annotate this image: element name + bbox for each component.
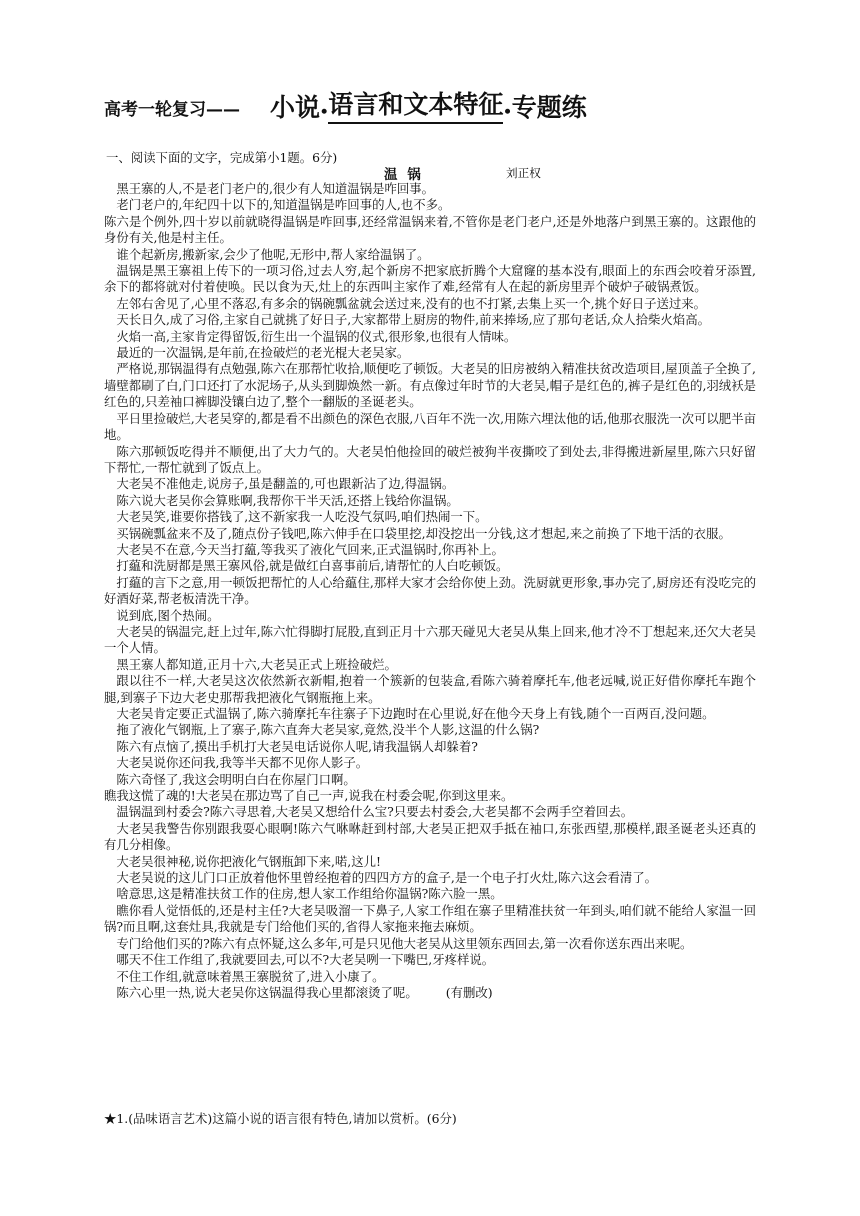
story-paragraph: 大老吴笑,谁要你搭钱了,这不新家我一人吃没气氛吗,咱们热闹一下。 (116, 509, 488, 525)
story-author: 刘正权 (506, 166, 541, 180)
story-paragraph: 温锅温到村委会?陈六寻思着,大老吴又想给什么宝?只要去村委会,大老吴都不会两手空着回去。 (116, 804, 634, 820)
story-paragraph: 啥意思,这是精准扶贫工作的住房,想人家工作组给你温锅?陈六脸一黑。 (116, 886, 503, 902)
story-paragraph (104, 985, 756, 1001)
story-paragraph: 大老吴说的这儿门口正放着他怀里曾经抱着的四四方方的盒子,是一个电子打火灶,陈六这会看清了。 (116, 870, 658, 886)
header-title-part1: 小说 (270, 93, 321, 122)
story-paragraph: 大老吴我警告你别跟我耍心眼啊!陈六气咻咻赶到村部,大老吴正把双手抵在袖口,东张西望,那模样,跟圣诞老头还真的有几分相像。 (104, 820, 756, 853)
story-paragraph: 跟以往不一样,大老吴这次依然新衣新帽,抱着一个簇新的包装盒,看陈六骑着摩托车,他老远喊,说正好借你摩托车跑个腿,到寨子下边大老史那帮我把液化气钢瓶拖上来。 (104, 673, 756, 705)
story-paragraph: 专门给他们买的?陈六有点怀疑,这么多年,可是只见他大老吴从这里领东西回去,第一次看你送东西出来呢。 (116, 935, 693, 951)
story-paragraph: 老门老户的,年纪四十以下的,知道温锅是咋回事的人,也不多。 (116, 197, 451, 213)
story-paragraph: 严格说,那锅温得有点勉强,陈六在那帮忙收拾,顺便吃了顿饭。大老吴的旧房被纳入精准扶贫改造项目,屋顶盖子全换了,墙壁都刷了白,门口还打了水泥场子,从头到脚焕然一新。有点像过年时节的大老吴,帽子是红色的,裤子是红色的,羽绒袄是红色的,只差袖口裤脚没镶白边了,整个一翻版的圣诞老头。 (104, 361, 756, 410)
story-body (104, 181, 756, 1001)
story-paragraph: 打藴的言下之意,用一顿饭把帮忙的人心给藴住,那样大家才会给你使上劲。洗厨就更形象,事办完了,厨房还有没吃完的好酒好菜,帮老板清洗干净。 (104, 574, 756, 607)
story-paragraph: 大老吴不准他走,说房子,虽是翻盖的,可也跟新沾了边,得温锅。 (116, 476, 455, 492)
story-paragraph: 买锅碗瓢盆来不及了,随点份子钱吧,陈六伸手在口袋里挖,却没挖出一分钱,这才想起,来之前换了下地干活的衣服。 (116, 525, 731, 541)
story-paragraph: 左邻右舍见了,心里不落忍,有多余的锅碗瓢盆就会送过来,没有的也不打紧,去集上买一个,挑个好日子送过来。 (116, 295, 707, 311)
story-paragraph: 大老吴很神秘,说你把液化气钢瓶卸下来,喏,这儿! (116, 853, 381, 869)
story-paragraph: 火焰一高,主家肯定得留饭,衍生出一个温锅的仪式,很形象,也很有人情味。 (116, 328, 517, 344)
header-prefix: 高考一轮复习—— (104, 100, 240, 120)
story-paragraph: 天长日久,成了习俗,主家自己就挑了好日子,大家都带上厨房的物件,前来捧场,应了那句老话,众人拾柴火焰高。 (116, 312, 710, 328)
story-paragraph: 平日里捡破烂,大老吴穿的,都是看不出颜色的深色衣服,八百年不洗一次,用陈六埋汰他的话,他那衣服洗一次可以肥半亩地。 (104, 410, 756, 443)
story-title: 温锅 (384, 167, 431, 183)
story-paragraph-text: 陈六心里一热,说大老吴你这锅温得我心里都滚烫了呢。 (116, 984, 418, 1000)
story-paragraph: 最近的一次温锅,是年前,在捡破烂的老光棍大老吴家。 (116, 345, 410, 361)
story-paragraph: 说到底,图个热闹。 (116, 607, 220, 623)
story-paragraph: 黑王寨的人,不是老门老户的,很少有人知道温锅是咋回事。 (116, 181, 435, 196)
reading-instruction: 一、阅读下面的文字，完成第小1题。6分) (106, 150, 338, 165)
story-paragraph: 瞧我这慌了魂的!大老吴在那边骂了自己一声,说我在村委会呢,你到这里来。 (104, 788, 514, 804)
story-paragraph: 大老吴不在意,今天当打藴,等我买了液化气回来,正式温锅时,你再补上。 (116, 541, 504, 557)
header-title-part3: 专题练 (511, 93, 587, 122)
header-title (270, 85, 587, 124)
story-paragraph: 陈六那顿饭吃得并不顺便,出了大力气的。大老吴怕他捡回的破烂被狗半夜撕咬了到处去,非得搬进新屋里,陈六只好留下帮忙,一帮忙就到了饭点上。 (104, 443, 756, 475)
edit-note: (有删改) (445, 984, 493, 1000)
story-paragraph: 大老吴的锅温完,赶上过年,陈六忙得脚打屁股,直到正月十六那天碰见大老吴从集上回来,他才冷不丁想起来,还欠大老吴一个人情。 (104, 623, 756, 656)
story-paragraph: 不住工作组,就意味着黑王寨脱贫了,进入小康了。 (116, 968, 385, 984)
story-paragraph: 黑王寨人都知道,正月十六,大老吴正式上班捡破烂。 (116, 656, 397, 672)
story-paragraph: 大老吴肯定要正式温锅了,陈六骑摩托车往寨子下边跑时在心里说,好在他今天身上有钱,随个一百两百,没问题。 (116, 706, 715, 721)
story-title-row (0, 164, 860, 182)
story-paragraph: 陈六说大老吴你会算账啊,我帮你干半天活,还搭上钱给你温锅。 (116, 492, 459, 508)
story-paragraph: 谁个起新房,搬新家,会少了他呢,无形中,帮人家给温锅了。 (116, 246, 430, 262)
page-header (104, 88, 744, 124)
story-paragraph: 拖了液化气钢瓶,上了寨子,陈六直奔大老吴家,竟然,没半个人影,这温的什么锅? (116, 722, 540, 738)
story-paragraph: 打藴和洗厨都是黑王寨风俗,就是做红白喜事前后,请帮忙的人白吃顿饭。 (116, 558, 509, 574)
ornament-icon: ꔷ (321, 105, 328, 120)
header-title-part2: 语言和文本特征 (328, 85, 503, 124)
story-paragraph: 温锅是黑王寨祖上传下的一项习俗,过去人穷,起个新房不把家底折腾个大窟窿的基本没有,眼面上的东西会咬着牙添置,余下的都将就对付着使唤。民以食为天,灶上的东西叫主家作了难,经常有人在起的新房里弄个破炉子破锅煮饭。 (104, 263, 756, 295)
story-paragraph: 瞧你看人觉悟低的,还是村主任?大老吴吸溜一下鼻子,人家工作组在寨子里精准扶贫一年到头,咱们就不能给人家温一回锅?而且啊,这套灶具,我就是专门给他们买的,省得人家拖来拖去麻烦。 (104, 902, 756, 935)
story-paragraph: 大老吴说你还问我,我等半天都不见你人影子。 (116, 755, 369, 771)
story-paragraph: 陈六奇怪了,我这会明明白白在你屋门口啊。 (116, 771, 356, 787)
story-paragraph: 陈六有点恼了,摸出手机打大老吴电话说你人呢,请我温锅人却躲着? (116, 738, 478, 754)
story-paragraph: 陈六是个例外,四十岁以前就晓得温锅是咋回事,还经常温锅来着,不管你是老门老户,还是外地落户到黑王寨的。这跟他的身份有关,他是村主任。 (104, 213, 756, 246)
question-1: ★1.(品味语言艺术)这篇小说的语言很有特色,请加以赏析。(6分) (104, 1111, 457, 1126)
ornament-icon: ꔷ (504, 105, 511, 120)
story-paragraph: 哪天不住工作组了,我就要回去,可以不?大老吴咧一下嘴巴,牙疼样说。 (116, 952, 495, 968)
